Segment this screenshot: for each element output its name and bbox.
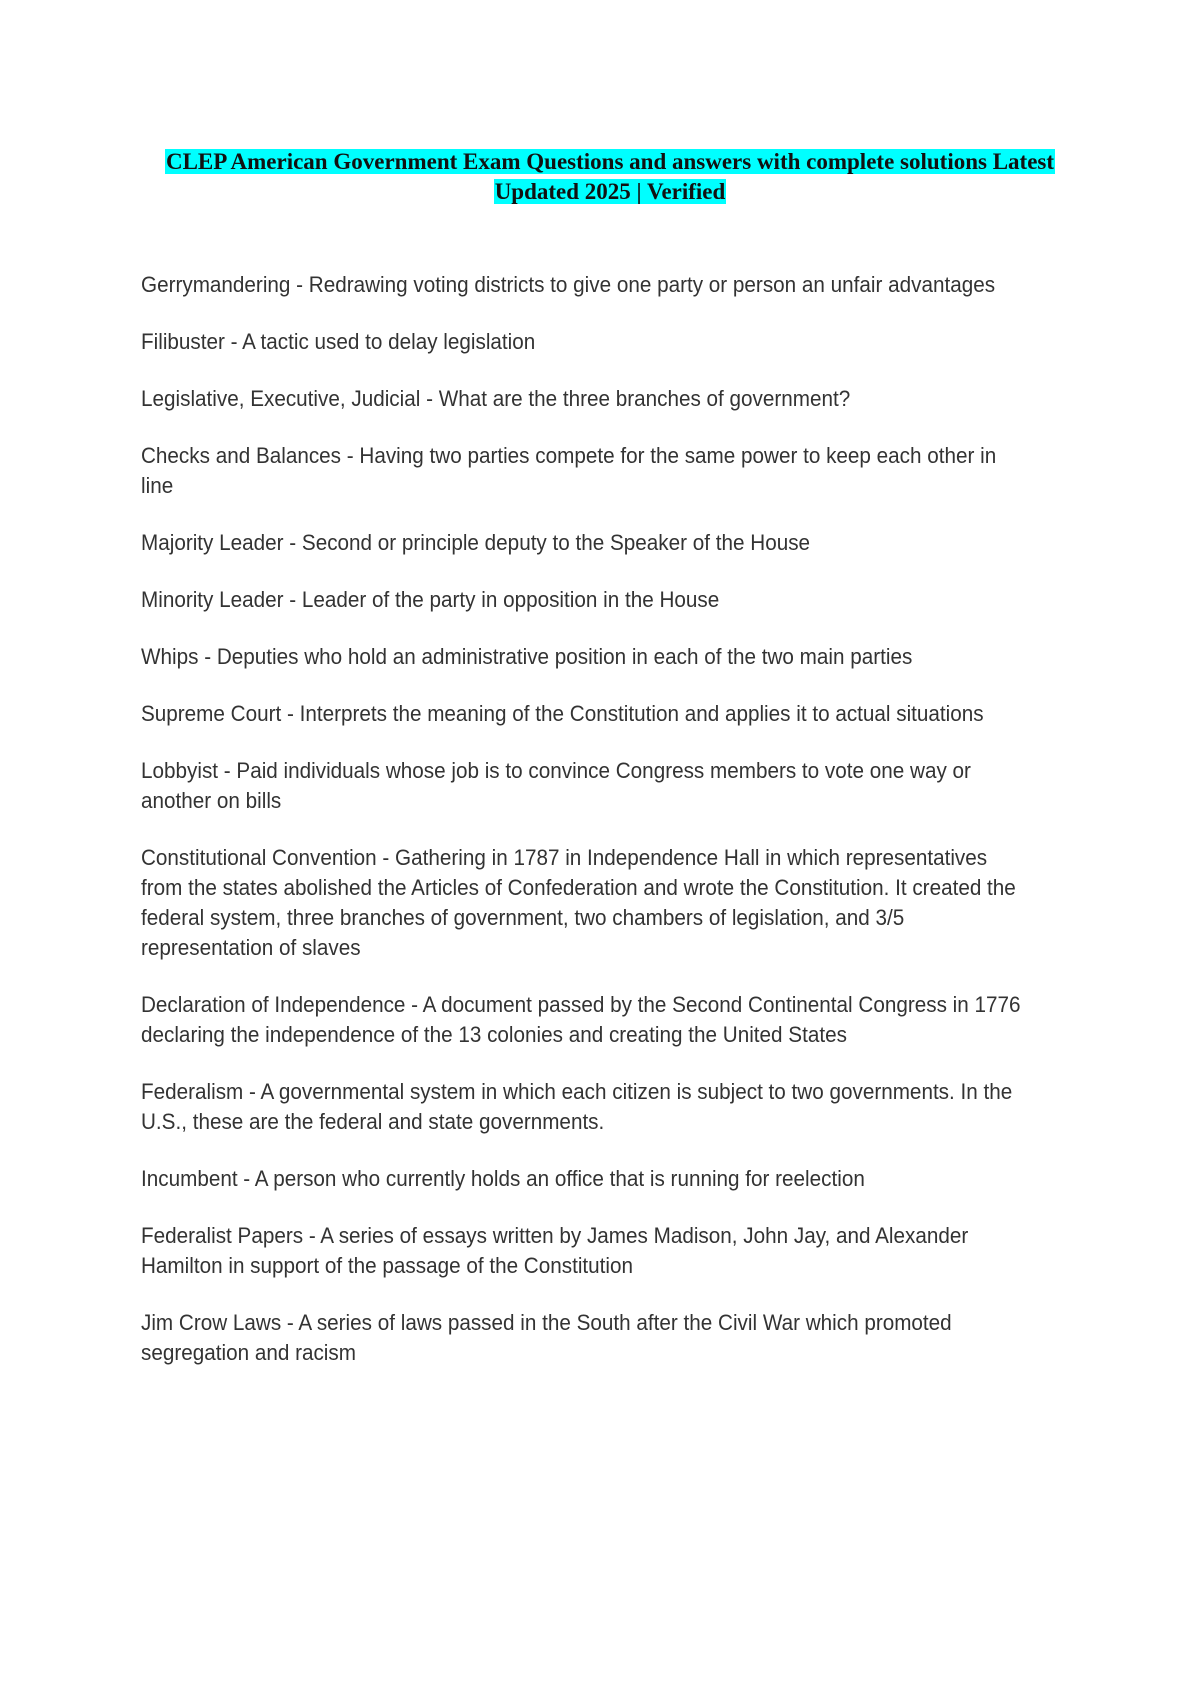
term-entry-federalist-papers: Federalist Papers - A series of essays written by James Madison, John Jay, and Alexander Hamilton in support of the passage of the Constitution bbox=[141, 1223, 969, 1278]
term-entry-declaration-of-independence: Declaration of Independence - A document passed by the Second Continental Congress in 1776 declaring the independence of the 13 colonies and creating the United States bbox=[141, 992, 1021, 1047]
term-entry-branches: Legislative, Executive, Judicial - What are the three branches of government? bbox=[141, 386, 851, 411]
term-entry-jim-crow-laws: Jim Crow Laws - A series of laws passed in the South after the Civil War which promoted segregation and racism bbox=[141, 1310, 952, 1365]
term-entry-incumbent: Incumbent - A person who currently holds an office that is running for reelection bbox=[141, 1166, 865, 1191]
term-entry-supreme-court: Supreme Court - Interprets the meaning of the Constitution and applies it to actual situations bbox=[141, 701, 984, 726]
title-line-2: Updated 2025 | Verified bbox=[494, 179, 726, 204]
term-entry-constitutional-convention: Constitutional Convention - Gathering in 1787 in Independence Hall in which representatives from the states abolished the Articles of Confederation and wrote the Constitution. It created the federal system, three branches of government, two chambers of legislation, and 3/5 representation of slaves bbox=[141, 845, 1016, 960]
term-entry-filibuster: Filibuster - A tactic used to delay legislation bbox=[141, 329, 536, 354]
term-entry-federalism: Federalism - A governmental system in which each citizen is subject to two governments. In the U.S., these are the federal and state governments. bbox=[141, 1079, 1013, 1134]
term-list bbox=[141, 270, 1025, 1395]
title-line-1: CLEP American Government Exam Questions and answers with complete solutions Latest bbox=[165, 149, 1055, 174]
term-entry-lobbyist: Lobbyist - Paid individuals whose job is to convince Congress members to vote one way or another on bills bbox=[141, 758, 971, 813]
term-entry-gerrymandering: Gerrymandering - Redrawing voting districts to give one party or person an unfair advantages bbox=[141, 272, 996, 297]
document-title bbox=[140, 147, 1080, 207]
term-entry-checks-and-balances: Checks and Balances - Having two parties compete for the same power to keep each other in line bbox=[141, 443, 997, 498]
term-entry-minority-leader: Minority Leader - Leader of the party in opposition in the House bbox=[141, 587, 720, 612]
term-entry-whips: Whips - Deputies who hold an administrative position in each of the two main parties bbox=[141, 644, 913, 669]
term-entry-majority-leader: Majority Leader - Second or principle deputy to the Speaker of the House bbox=[141, 530, 811, 555]
